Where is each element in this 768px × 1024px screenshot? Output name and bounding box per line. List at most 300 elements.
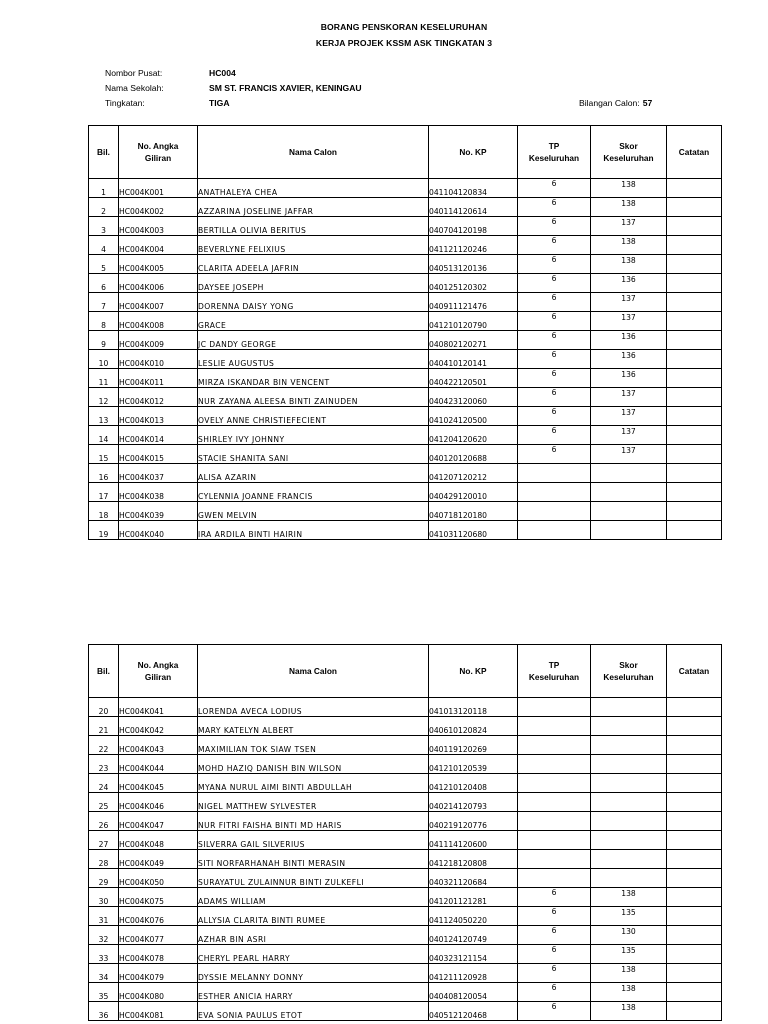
cell-skor: 135 [591,907,667,926]
cell-catatan [667,407,722,426]
cell-nama-calon: JC DANDY GEORGE [198,331,429,350]
cell-bil: 26 [89,812,119,831]
cell-angka-giliran: HC004K004 [119,236,198,255]
cell-skor: 130 [591,926,667,945]
cell-skor: 138 [591,179,667,198]
cell-skor: 137 [591,407,667,426]
cell-tp: 6 [518,1002,591,1021]
cell-bil: 24 [89,774,119,793]
cell-nama-calon: SHIRLEY IVY JOHNNY [198,426,429,445]
cell-catatan [667,464,722,483]
table-row [89,945,722,964]
cell-skor: 135 [591,945,667,964]
cell-bil: 23 [89,755,119,774]
cell-skor [591,793,667,812]
cell-bil: 19 [89,521,119,540]
cell-angka-giliran: HC004K011 [119,369,198,388]
cell-bil: 8 [89,312,119,331]
header-no-kp: No. KP [429,645,518,698]
cell-bil: 29 [89,869,119,888]
table-row [89,179,722,198]
cell-bil: 30 [89,888,119,907]
cell-no-kp: 040214120793 [429,793,518,812]
cell-skor: 138 [591,983,667,1002]
cell-bil: 32 [89,926,119,945]
cell-catatan [667,945,722,964]
header-tp: TP Keseluruhan [518,645,591,698]
cell-nama-calon: ADAMS WILLIAM [198,888,429,907]
cell-nama-calon: GRACE [198,312,429,331]
cell-tp [518,793,591,812]
cell-nama-calon: DORENNA DAISY YONG [198,293,429,312]
cell-tp: 6 [518,445,591,464]
cell-no-kp: 040704120198 [429,217,518,236]
cell-catatan [667,350,722,369]
cell-bil: 5 [89,255,119,274]
cell-angka-giliran: HC004K037 [119,464,198,483]
cell-bil: 33 [89,945,119,964]
cell-tp: 6 [518,198,591,217]
cell-no-kp: 041210120408 [429,774,518,793]
cell-skor: 137 [591,293,667,312]
cell-no-kp: 040610120824 [429,717,518,736]
cell-no-kp: 040120120688 [429,445,518,464]
cell-angka-giliran: HC004K048 [119,831,198,850]
score-table-1 [88,125,722,540]
cell-catatan [667,483,722,502]
cell-skor [591,464,667,483]
cell-no-kp: 041124050220 [429,907,518,926]
cell-tp: 6 [518,888,591,907]
tingkatan-value: TIGA [209,98,230,108]
table-row [89,293,722,312]
cell-tp: 6 [518,236,591,255]
table-row [89,255,722,274]
cell-no-kp: 041204120620 [429,426,518,445]
cell-bil: 21 [89,717,119,736]
cell-angka-giliran: HC004K005 [119,255,198,274]
cell-catatan [667,926,722,945]
cell-skor: 137 [591,426,667,445]
cell-nama-calon: SITI NORFARHANAH BINTI MERASIN [198,850,429,869]
cell-catatan [667,502,722,521]
table-row [89,698,722,717]
bilangan-calon-label: Bilangan Calon: [579,98,640,108]
cell-angka-giliran: HC004K001 [119,179,198,198]
cell-skor [591,831,667,850]
cell-no-kp: 040124120749 [429,926,518,945]
pusat-value: HC004 [209,68,236,78]
cell-no-kp: 041013120118 [429,698,518,717]
cell-no-kp: 040119120269 [429,736,518,755]
cell-angka-giliran: HC004K045 [119,774,198,793]
table-row [89,736,722,755]
cell-skor: 138 [591,1002,667,1021]
cell-skor [591,812,667,831]
cell-catatan [667,1002,722,1021]
cell-catatan [667,755,722,774]
cell-nama-calon: NUR ZAYANA ALEESA BINTI ZAINUDEN [198,388,429,407]
cell-catatan [667,388,722,407]
cell-catatan [667,793,722,812]
cell-catatan [667,964,722,983]
cell-catatan [667,850,722,869]
cell-skor: 137 [591,445,667,464]
cell-skor: 137 [591,312,667,331]
table-row [89,793,722,812]
cell-tp: 6 [518,312,591,331]
cell-catatan [667,179,722,198]
table-row [89,521,722,540]
cell-bil: 11 [89,369,119,388]
cell-tp [518,521,591,540]
score-table-2 [88,644,722,1021]
cell-skor: 136 [591,369,667,388]
cell-nama-calon: STACIE SHANITA SANI [198,445,429,464]
cell-bil: 15 [89,445,119,464]
cell-skor [591,717,667,736]
cell-angka-giliran: HC004K010 [119,350,198,369]
cell-angka-giliran: HC004K007 [119,293,198,312]
cell-tp: 6 [518,350,591,369]
table-row [89,831,722,850]
cell-bil: 9 [89,331,119,350]
cell-nama-calon: BERTILLA OLIVIA BERITUS [198,217,429,236]
cell-no-kp: 040219120776 [429,812,518,831]
cell-tp [518,502,591,521]
cell-skor: 138 [591,964,667,983]
cell-tp [518,698,591,717]
cell-no-kp: 041207120212 [429,464,518,483]
cell-tp: 6 [518,907,591,926]
table-row [89,907,722,926]
cell-nama-calon: AZZARINA JOSELINE JAFFAR [198,198,429,217]
cell-bil: 18 [89,502,119,521]
cell-tp [518,736,591,755]
cell-bil: 28 [89,850,119,869]
table-body [89,179,722,540]
cell-no-kp: 040321120684 [429,869,518,888]
cell-angka-giliran: HC004K013 [119,407,198,426]
cell-tp: 6 [518,926,591,945]
cell-tp: 6 [518,217,591,236]
cell-angka-giliran: HC004K009 [119,331,198,350]
cell-angka-giliran: HC004K012 [119,388,198,407]
cell-tp [518,869,591,888]
header-tp: TP Keseluruhan [518,126,591,179]
cell-catatan [667,717,722,736]
cell-no-kp: 040410120141 [429,350,518,369]
cell-skor: 136 [591,350,667,369]
cell-no-kp: 040718120180 [429,502,518,521]
cell-bil: 27 [89,831,119,850]
bilangan-calon [579,98,652,108]
cell-bil: 4 [89,236,119,255]
cell-angka-giliran: HC004K014 [119,426,198,445]
cell-catatan [667,312,722,331]
cell-angka-giliran: HC004K076 [119,907,198,926]
table-row [89,369,722,388]
header-skor: Skor Keseluruhan [591,126,667,179]
cell-angka-giliran: HC004K040 [119,521,198,540]
cell-no-kp: 041210120790 [429,312,518,331]
cell-catatan [667,736,722,755]
cell-tp [518,774,591,793]
cell-skor: 138 [591,236,667,255]
cell-nama-calon: LESLIE AUGUSTUS [198,350,429,369]
table-header-row [89,126,722,179]
header-catatan: Catatan [667,645,722,698]
cell-tp: 6 [518,426,591,445]
table-row [89,236,722,255]
cell-catatan [667,198,722,217]
cell-tp: 6 [518,407,591,426]
cell-bil: 36 [89,1002,119,1021]
cell-skor: 137 [591,388,667,407]
cell-catatan [667,274,722,293]
header-no-kp: No. KP [429,126,518,179]
cell-catatan [667,907,722,926]
cell-skor [591,483,667,502]
cell-nama-calon: CYLENNIA JOANNE FRANCIS [198,483,429,502]
cell-skor [591,755,667,774]
header-bil: Bil. [89,126,119,179]
cell-angka-giliran: HC004K002 [119,198,198,217]
sekolah-value: SM ST. FRANCIS XAVIER, KENINGAU [209,83,362,93]
cell-angka-giliran: HC004K050 [119,869,198,888]
cell-nama-calon: CLARITA ADEELA JAFRIN [198,255,429,274]
table-row [89,217,722,236]
cell-nama-calon: NIGEL MATTHEW SYLVESTER [198,793,429,812]
cell-catatan [667,369,722,388]
cell-angka-giliran: HC004K046 [119,793,198,812]
cell-no-kp: 040423120060 [429,388,518,407]
table-row [89,850,722,869]
cell-angka-giliran: HC004K079 [119,964,198,983]
cell-tp: 6 [518,964,591,983]
cell-bil: 31 [89,907,119,926]
cell-no-kp: 040125120302 [429,274,518,293]
cell-catatan [667,293,722,312]
form-title: BORANG PENSKORAN KESELURUHAN [320,22,488,32]
cell-angka-giliran: HC004K008 [119,312,198,331]
cell-catatan [667,236,722,255]
cell-angka-giliran: HC004K047 [119,812,198,831]
cell-catatan [667,217,722,236]
cell-skor [591,502,667,521]
cell-skor [591,698,667,717]
cell-no-kp: 040429120010 [429,483,518,502]
cell-nama-calon: BEVERLYNE FELIXIUS [198,236,429,255]
header-nama-calon: Nama Calon [198,645,429,698]
table-row [89,483,722,502]
cell-bil: 12 [89,388,119,407]
cell-angka-giliran: HC004K043 [119,736,198,755]
cell-angka-giliran: HC004K049 [119,850,198,869]
cell-nama-calon: DYSSIE MELANNY DONNY [198,964,429,983]
cell-catatan [667,812,722,831]
cell-tp: 6 [518,255,591,274]
cell-no-kp: 041031120680 [429,521,518,540]
cell-nama-calon: ALLYSIA CLARITA BINTI RUMEE [198,907,429,926]
cell-tp: 6 [518,369,591,388]
cell-angka-giliran: HC004K038 [119,483,198,502]
cell-tp: 6 [518,293,591,312]
header-bil: Bil. [89,645,119,698]
table-row [89,331,722,350]
cell-nama-calon: MOHD HAZIQ DANISH BIN WILSON [198,755,429,774]
table-row [89,350,722,369]
cell-bil: 10 [89,350,119,369]
cell-bil: 35 [89,983,119,1002]
cell-catatan [667,445,722,464]
cell-nama-calon: SURAYATUL ZULAINNUR BINTI ZULKEFLI [198,869,429,888]
table-row [89,407,722,426]
cell-tp [518,831,591,850]
cell-skor: 136 [591,274,667,293]
cell-bil: 1 [89,179,119,198]
pusat-label: Nombor Pusat: [105,68,163,78]
table-row [89,812,722,831]
cell-nama-calon: CHERYL PEARL HARRY [198,945,429,964]
table-row [89,388,722,407]
cell-tp [518,464,591,483]
cell-nama-calon: AZHAR BIN ASRI [198,926,429,945]
cell-nama-calon: MAXIMILIAN TOK SIAW TSEN [198,736,429,755]
cell-tp: 6 [518,945,591,964]
cell-tp [518,717,591,736]
cell-catatan [667,888,722,907]
cell-tp: 6 [518,179,591,198]
cell-no-kp: 040513120136 [429,255,518,274]
cell-bil: 14 [89,426,119,445]
cell-catatan [667,255,722,274]
cell-skor [591,736,667,755]
cell-no-kp: 041121120246 [429,236,518,255]
table-row [89,964,722,983]
cell-bil: 3 [89,217,119,236]
cell-nama-calon: ALISA AZARIN [198,464,429,483]
cell-no-kp: 040802120271 [429,331,518,350]
cell-no-kp: 041114120600 [429,831,518,850]
form-subtitle: KERJA PROJEK KSSM ASK TINGKATAN 3 [315,38,493,48]
table-row [89,983,722,1002]
cell-angka-giliran: HC004K006 [119,274,198,293]
cell-skor: 138 [591,255,667,274]
sekolah-label: Nama Sekolah: [105,83,164,93]
cell-nama-calon: OVELY ANNE CHRISTIEFECIENT [198,407,429,426]
cell-nama-calon: LORENDA AVECA LODIUS [198,698,429,717]
cell-bil: 6 [89,274,119,293]
cell-catatan [667,331,722,350]
cell-tp [518,850,591,869]
cell-nama-calon: ESTHER ANICIA HARRY [198,983,429,1002]
cell-skor [591,850,667,869]
cell-bil: 22 [89,736,119,755]
table-row [89,755,722,774]
cell-nama-calon: MARY KATELYN ALBERT [198,717,429,736]
cell-no-kp: 040114120614 [429,198,518,217]
cell-no-kp: 040422120501 [429,369,518,388]
cell-bil: 20 [89,698,119,717]
cell-skor: 138 [591,888,667,907]
cell-nama-calon: MIRZA ISKANDAR BIN VENCENT [198,369,429,388]
cell-skor: 138 [591,198,667,217]
cell-angka-giliran: HC004K041 [119,698,198,717]
cell-no-kp: 041211120928 [429,964,518,983]
cell-catatan [667,698,722,717]
cell-tp [518,755,591,774]
cell-nama-calon: SILVERRA GAIL SILVERIUS [198,831,429,850]
cell-no-kp: 041024120500 [429,407,518,426]
cell-angka-giliran: HC004K039 [119,502,198,521]
cell-skor [591,774,667,793]
cell-no-kp: 040512120468 [429,1002,518,1021]
cell-nama-calon: NUR FITRI FAISHA BINTI MD HARIS [198,812,429,831]
table-row [89,774,722,793]
cell-tp [518,812,591,831]
header-skor: Skor Keseluruhan [591,645,667,698]
header-nama-calon: Nama Calon [198,126,429,179]
cell-angka-giliran: HC004K015 [119,445,198,464]
cell-catatan [667,983,722,1002]
cell-tp: 6 [518,388,591,407]
cell-catatan [667,869,722,888]
cell-nama-calon: IRA ARDILA BINTI HAIRIN [198,521,429,540]
cell-tp [518,483,591,502]
tingkatan-label: Tingkatan: [105,98,145,108]
cell-nama-calon: GWEN MELVIN [198,502,429,521]
table-row [89,888,722,907]
cell-skor: 136 [591,331,667,350]
cell-angka-giliran: HC004K003 [119,217,198,236]
cell-angka-giliran: HC004K042 [119,717,198,736]
cell-catatan [667,521,722,540]
cell-bil: 25 [89,793,119,812]
cell-angka-giliran: HC004K077 [119,926,198,945]
cell-no-kp: 041210120539 [429,755,518,774]
cell-bil: 17 [89,483,119,502]
cell-angka-giliran: HC004K081 [119,1002,198,1021]
cell-bil: 34 [89,964,119,983]
cell-angka-giliran: HC004K080 [119,983,198,1002]
header-catatan: Catatan [667,126,722,179]
cell-no-kp: 041218120808 [429,850,518,869]
cell-skor [591,869,667,888]
cell-skor: 137 [591,217,667,236]
cell-catatan [667,774,722,793]
cell-bil: 2 [89,198,119,217]
table-row [89,426,722,445]
cell-catatan [667,426,722,445]
bilangan-calon-value: 57 [642,98,653,108]
table-row [89,1002,722,1021]
table-row [89,926,722,945]
table-row [89,198,722,217]
table-row [89,717,722,736]
cell-no-kp: 040408120054 [429,983,518,1002]
cell-tp: 6 [518,331,591,350]
cell-nama-calon: DAYSEE JOSEPH [198,274,429,293]
header-angka-giliran: No. Angka Giliran [119,126,198,179]
cell-bil: 16 [89,464,119,483]
table-row [89,869,722,888]
cell-bil: 7 [89,293,119,312]
table-row [89,312,722,331]
cell-no-kp: 040911121476 [429,293,518,312]
cell-nama-calon: ANATHALEYA CHEA [198,179,429,198]
cell-no-kp: 040323121154 [429,945,518,964]
